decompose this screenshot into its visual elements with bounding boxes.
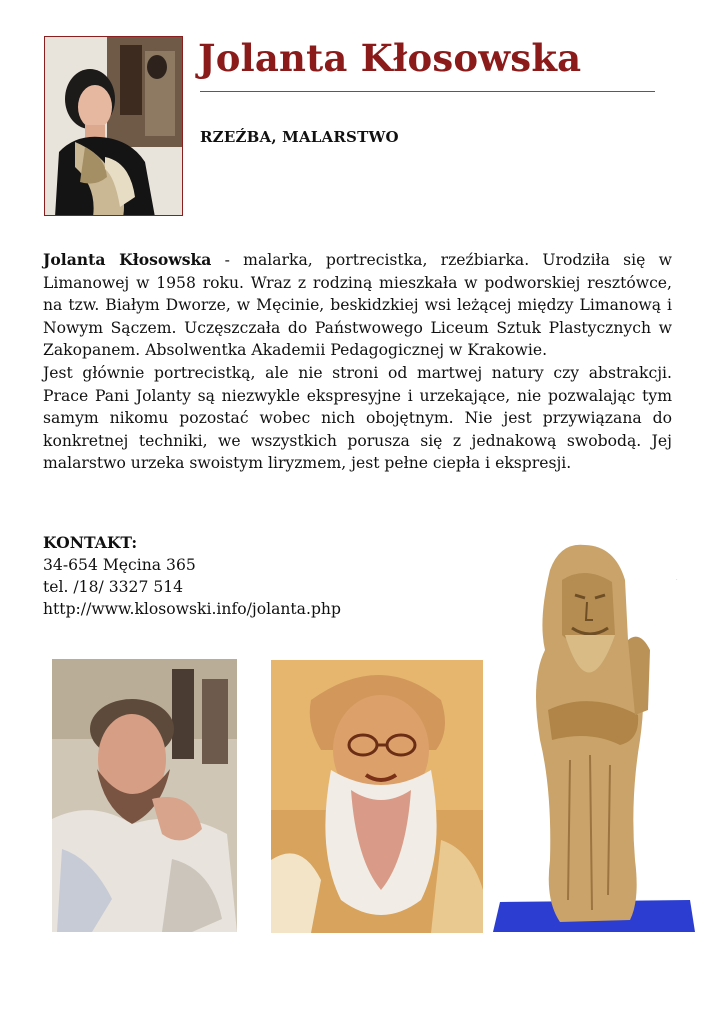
- bio-paragraph-1: [43, 249, 672, 362]
- contact-section: [43, 532, 341, 620]
- tiny-mark: ·: [676, 577, 678, 583]
- page-title: Jolanta Kłosowska: [198, 36, 582, 80]
- contact-url[interactable]: http://www.klosowski.info/jolanta.php: [43, 600, 341, 618]
- contact-heading: KONTAKT:: [43, 533, 138, 552]
- contact-address: 34-654 Męcina 365: [43, 556, 196, 574]
- page-subtitle: RZEŹBA, MALARSTWO: [200, 128, 399, 146]
- artist-portrait-photo: [44, 36, 183, 216]
- bio-paragraph-1-text: - malarka, portrecistka, rzeźbiarka. Urodziła się w Limanowej w 1958 roku. Wraz z rodziną mieszkała w podworskiej resztówce, na tzw. Białym Dworze, w Męcinie, beskidzkiej wsi leżącej między Limanową i Nowym Sączem. Uczęszczała do Państwowego Liceum Sztuk Plastycznych w Zakopanem. Absolwentka Akademii Pedagogicznej w Krakowie.: [43, 251, 672, 360]
- painting-bearded-man: [271, 660, 483, 933]
- bio-lead-name: Jolanta Kłosowska: [43, 250, 212, 269]
- painting-portrait-man-illustration: [52, 659, 237, 932]
- biography: [43, 249, 672, 475]
- title-divider: [200, 91, 655, 92]
- wooden-sculpture-photo: [490, 540, 702, 935]
- painting-bearded-man-illustration: [271, 660, 483, 933]
- wooden-sculpture-illustration: [490, 540, 702, 935]
- painting-portrait-man: [52, 659, 237, 932]
- bio-paragraph-2: Jest głównie portrecistką, ale nie stroni od martwej natury czy abstrakcji. Prace Pani Jolanty są niezwykle ekspresyjne i urzekające, nie pozwalając tym samym nikomu pozostać wobec nich obojętnym. Nie jest przywiązana do konkretnej techniki, we wszystkich porusza się z jednakową swobodą. Jej malarstwo urzeka swoistym liryzmem, jest pełne ciepła i ekspresji.: [43, 363, 672, 473]
- contact-phone: tel. /18/ 3327 514: [43, 578, 184, 596]
- artist-portrait-illustration: [45, 37, 183, 216]
